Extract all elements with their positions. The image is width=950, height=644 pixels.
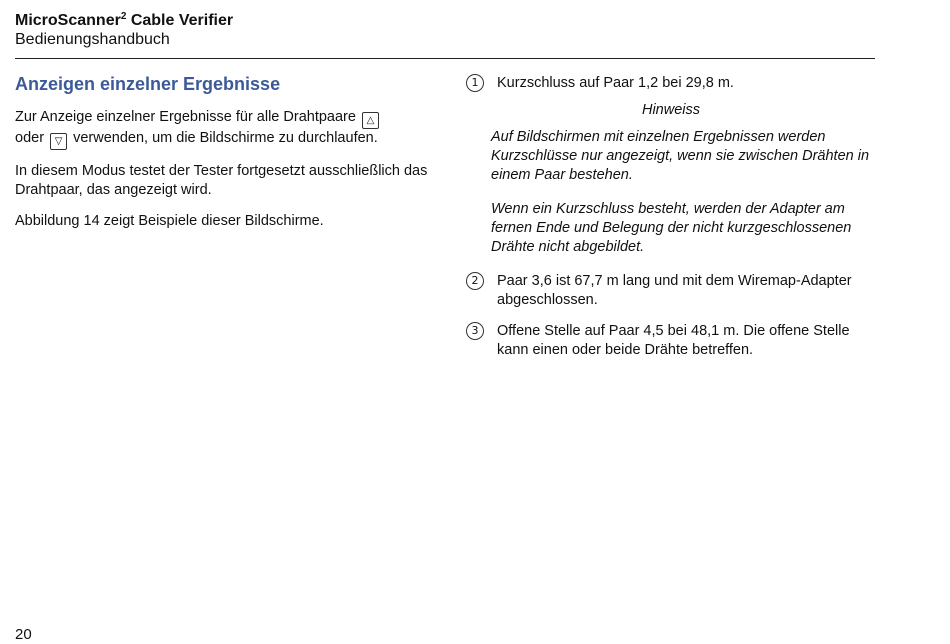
- list-item: [466, 272, 876, 310]
- product-suffix: Cable Verifier: [126, 12, 234, 29]
- list-item: [466, 74, 876, 93]
- manual-title: Bedienungshandbuch: [15, 31, 170, 48]
- list-item-text: Offene Stelle auf Paar 4,5 bei 48,1 m. Die offene Stelle kann einen oder beide Drähte betreffen.: [497, 323, 850, 358]
- product-name: MicroScanner: [15, 12, 121, 29]
- product-title: [15, 11, 875, 31]
- section-heading: Anzeigen einzelner Ergebnisse: [15, 74, 281, 94]
- note-heading: Hinweiss: [641, 102, 700, 118]
- paragraph-navigation-part1: Zur Anzeige einzelner Ergebnisse für alle Drahtpaare: [15, 109, 356, 125]
- page-number: 20: [15, 626, 32, 643]
- paragraph-figure-reference: Abbildung 14 zeigt Beispiele dieser Bildschirme.: [15, 213, 324, 229]
- down-arrow-key-icon: ▽: [50, 133, 67, 150]
- list-item-text: Kurzschluss auf Paar 1,2 bei 29,8 m.: [497, 75, 734, 91]
- list-item-text: Paar 3,6 ist 67,7 m lang und mit dem Wiremap-Adapter abgeschlossen.: [497, 273, 852, 308]
- note-paragraph-1: Auf Bildschirmen mit einzelnen Ergebnissen werden Kurzschlüsse nur angezeigt, wenn sie zwischen Drähten in einem Paar bestehen.: [491, 129, 870, 183]
- left-column: [15, 72, 435, 243]
- circled-number-2: 2: [466, 272, 484, 290]
- right-column: [466, 74, 876, 372]
- circled-number-1: 1: [466, 74, 484, 92]
- paragraph-navigation-part2: oder: [15, 130, 45, 146]
- up-arrow-key-icon: △: [362, 112, 379, 129]
- paragraph-navigation-part3: verwenden, um die Bildschirme zu durchlaufen.: [73, 130, 378, 146]
- paragraph-navigation: [15, 108, 435, 150]
- list-item: [466, 322, 876, 360]
- note-paragraph-2: Wenn ein Kurzschluss besteht, werden der Adapter am fernen Ende und Belegung der nicht kurzgeschlossenen Drähte nicht abgebildet.: [491, 201, 852, 255]
- paragraph-mode: In diesem Modus testet der Tester fortgesetzt ausschließlich das Drahtpaar, das angezeigt wird.: [15, 163, 428, 198]
- product-superscript: 2: [120, 11, 127, 22]
- page-header: [15, 11, 875, 59]
- circled-number-3: 3: [466, 322, 484, 340]
